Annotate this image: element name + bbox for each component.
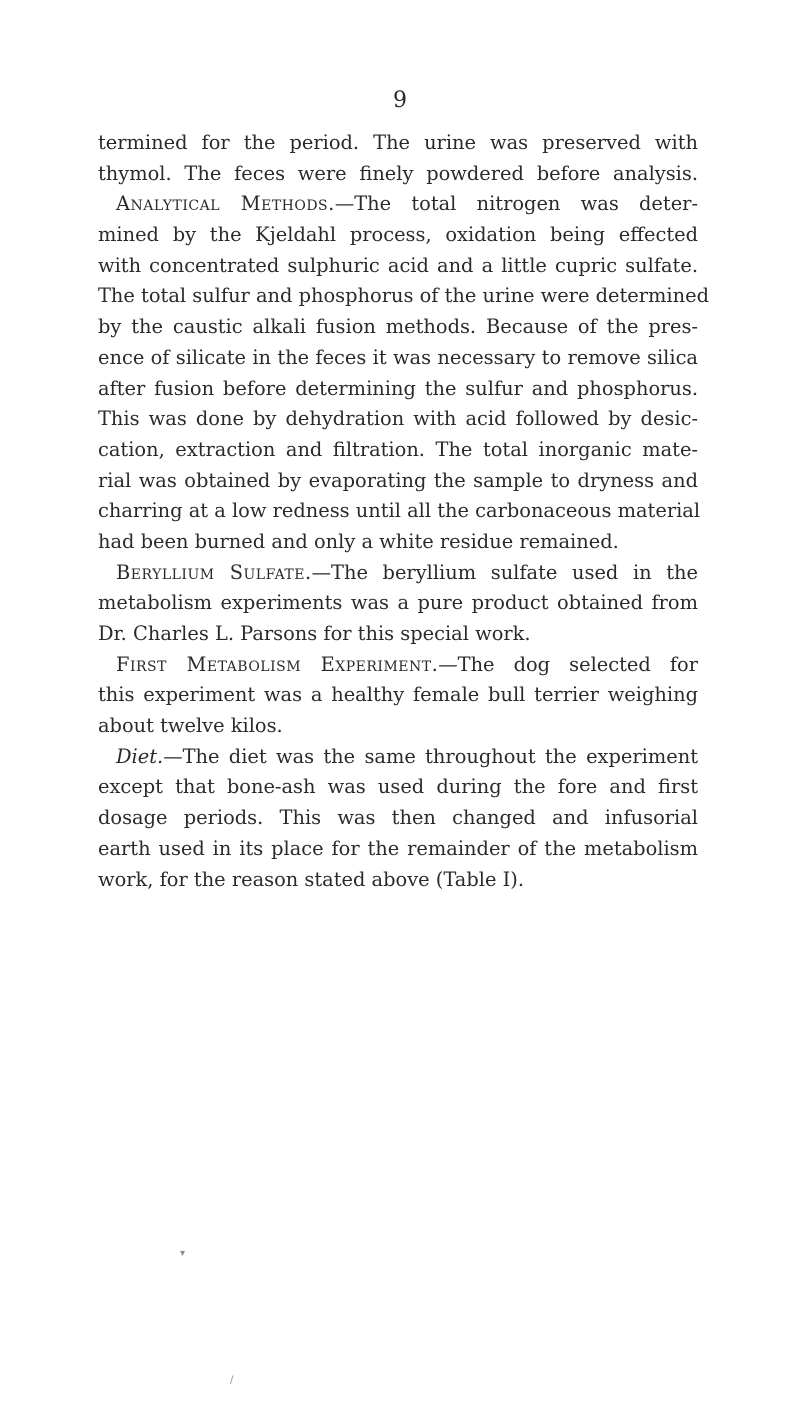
text-line	[98, 159, 698, 190]
page-number: 9	[393, 88, 407, 113]
text-line	[98, 619, 698, 650]
line-text: cation, extraction and filtration. The total inorganic mate-	[98, 437, 698, 461]
line-text: about twelve kilos.	[98, 714, 283, 738]
text-line	[98, 128, 698, 159]
line-text: —The diet was the same throughout the experiment	[163, 744, 698, 768]
line-text: this experiment was a healthy female bull terrier weighing	[98, 683, 698, 707]
line-text: mined by the Kjeldahl process, oxidation being effected	[98, 223, 698, 247]
text-line	[98, 189, 698, 220]
text-line	[98, 803, 698, 834]
line-text: Dr. Charles L. Parsons for this special work.	[98, 622, 531, 645]
text-line	[98, 251, 698, 282]
line-text: charring at a low redness until all the carbonaceous material	[98, 499, 701, 523]
text-line	[98, 865, 698, 896]
line-text: had been burned and only a white residue remained.	[98, 529, 619, 553]
text-line	[98, 588, 698, 619]
text-line	[98, 312, 698, 343]
text-line	[98, 711, 698, 742]
text-line	[98, 374, 698, 405]
text-line	[98, 742, 698, 773]
scan-speck: ▾	[180, 1248, 186, 1259]
scan-speck: /	[230, 1375, 234, 1386]
text-line	[98, 558, 698, 589]
text-line	[98, 343, 698, 374]
line-text: work, for the reason stated above (Table I).	[98, 867, 524, 891]
text-line	[98, 466, 698, 497]
line-text: rial was obtained by evaporating the sample to dryness and	[98, 468, 698, 492]
line-text: dosage periods. This was then changed and infusorial	[98, 806, 698, 830]
line-text: The total sulfur and phosphorus of the urine were determined	[98, 284, 709, 308]
line-text: —The dog selected for	[438, 652, 698, 676]
text-line	[98, 404, 698, 435]
line-text: earth used in its place for the remainder of the metabolism	[98, 836, 698, 860]
section-heading: Analytical Methods.	[116, 192, 335, 216]
line-text: —The beryllium sulfate used in the	[311, 560, 698, 584]
text-line	[98, 527, 698, 558]
line-text: —The total nitrogen was deter-	[334, 192, 698, 216]
line-text: termined for the period. The urine was preserved with	[98, 131, 698, 154]
line-text: except that bone-ash was used during the fore and first	[98, 775, 698, 799]
text-line	[98, 680, 698, 711]
text-line	[98, 772, 698, 803]
line-text: This was done by dehydration with acid followed by desic-	[98, 407, 698, 431]
body-text	[98, 128, 709, 895]
section-heading: First Metabolism Experiment.	[116, 652, 439, 676]
line-text: by the caustic alkali fusion methods. Because of the pres-	[98, 315, 698, 339]
line-text: ence of silicate in the feces it was necessary to remove silica	[98, 345, 698, 369]
text-line	[98, 650, 698, 681]
text-line	[98, 220, 698, 251]
text-line	[98, 281, 709, 312]
line-text: after fusion before determining the sulfur and phosphorus.	[98, 376, 698, 400]
line-text: thymol. The feces were finely powdered before analysis.	[98, 161, 698, 185]
line-text: metabolism experiments was a pure product obtained from	[98, 591, 698, 615]
line-text: with concentrated sulphuric acid and a little cupric sulfate.	[98, 253, 698, 277]
text-line	[98, 834, 698, 865]
subsection-heading: Diet.	[116, 744, 164, 768]
text-line	[98, 496, 701, 527]
section-heading: Beryllium Sulfate.	[116, 560, 312, 584]
text-line	[98, 435, 698, 466]
